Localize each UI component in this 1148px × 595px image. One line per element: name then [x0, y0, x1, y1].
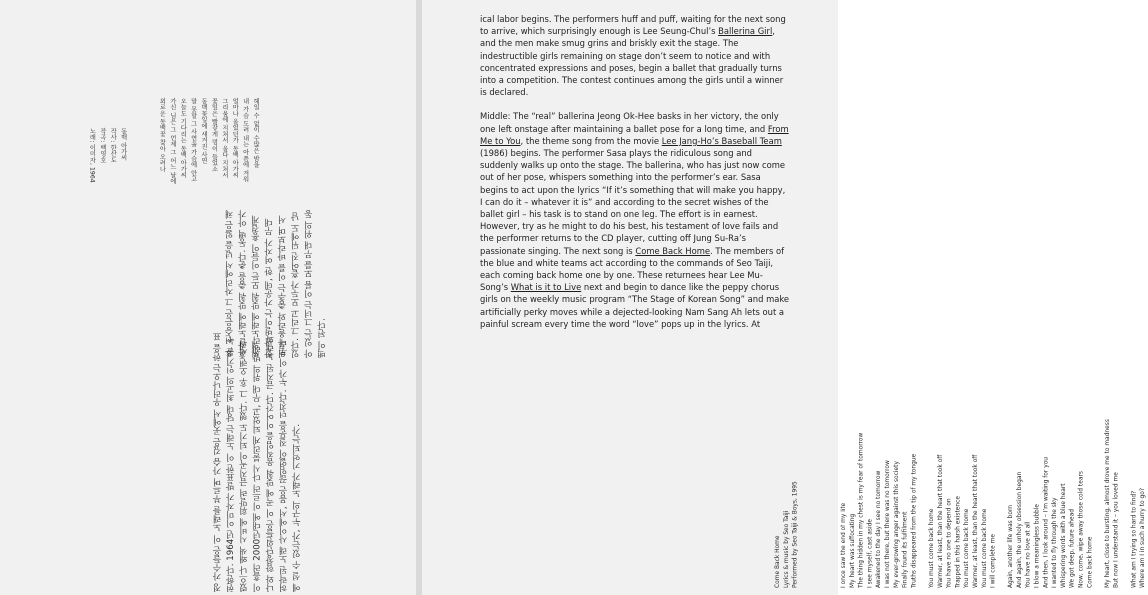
right-page — [422, 0, 1147, 595]
lyric-line: 외로운 동백꽃 찾아 오려나 — [158, 98, 166, 173]
prose-text: (1986) begins. The performer Sasa plays the ridiculous song and suddenly walks up onto the stage. The ballerina, who has just now come out of her pose, whispers something into the performer’s ear. Sasa begins to act upon the lyrics “If it’s something that will make you happy, I can do it – whatever it is” and according to the secret wishes of the ballet girl – his task is to stand on one leg. The effort is in earnest. However, try as he might to do his best, his testament of love fails and the performer returns to the CD player, cutting off Jung Su-Ra’s passionate singing. The next song is — [480, 148, 786, 256]
lyric-line: Finally found its fulfilment — [902, 511, 909, 588]
lyric-line — [1122, 418, 1131, 588]
lyric-line: Trapped in this harsh existence — [955, 495, 962, 588]
prose-text: , and the men make smug grins and briskly exit the stage. The indestructible girls remaining on stage don’t seem to notice and with concentrated expressions and poses, begin a ballet that gradually turns into a competition. The contest continues among the girls until a winner is declared. — [480, 26, 784, 98]
credit-line: Lyrics & music by Seo Taiji — [783, 510, 790, 588]
korean-prose-lower: 정 가수들은 이 노래를 부르며 가슴 깊은 곳에서 우러나오는 한을 표현한다. 1964년 이미자가 발표한 이 노래는 당대 최고의 인기를 누렸으나 왜색 시비에 휘말려 금지곡이 되기도 했다. 그 후 오랜 세월이 흘러 2000년대에 이르러 다시 불리게 되었고, 무대 위의 발레리나와 합창단원들은 이 곡에 맞춰 움직임을 이어간다. 금지된 노래와 허락된 노래 사이에서, 몸은 끊임없이 질문을 던진다. 누가 이 무대에 설 수 있는가, 누구의 노래가 기억되는가. — [213, 332, 303, 592]
credit-line: Come Back Home — [775, 535, 781, 588]
lyric-line — [1095, 418, 1104, 588]
lyric-line: I blow a meaningless bubble — [1034, 503, 1041, 588]
prose-paragraph — [480, 110, 790, 330]
lyric-line: You have no love at all — [1025, 521, 1032, 588]
prose-text: ical labor begins. The performers huff and puff, waiting for the next song to arrive, which surprisingly enough is Lee Seung-Chul’s — [480, 14, 786, 37]
lyric-line: My heart, close to bursting, almost drove me to madness — [1104, 419, 1111, 588]
lyric-line: 꽃잎은 빨갛게 멍이 들었소 — [210, 98, 218, 173]
lyric-line: I will complete me — [990, 534, 997, 588]
lyric-line: I wanted to fly through the sky — [1052, 497, 1059, 588]
lyric-line: 말 못할 그 사연을 가슴에 안고 — [189, 98, 197, 183]
lyric-line: Whispering words with a blue heart — [1060, 483, 1067, 588]
lyric-line: You have no one to depend on — [946, 498, 953, 588]
lyric-line: Truths disappeared from the tip of my tongue — [911, 453, 918, 588]
lyric-line: 동백꽃잎에 새겨진 사연 — [200, 98, 208, 164]
lyric-line — [919, 418, 928, 588]
prose-text: , the theme song from the movie — [520, 135, 662, 146]
lyric-line: 얼마나 울었던가 동백 아가씨 — [231, 98, 239, 179]
lyric-line: 내 가슴 도려 내는 아픔에 겨워 — [241, 98, 249, 183]
song-title-link: Ballerina Girl — [718, 26, 773, 37]
prose-text: next and begin to dance like the peppy chorus girls on the weekly music program “The Stage of Korean Song” and make artificially perky moves while a dejected-looking Nam Sang Ah lets out a painful scream every time the word “love” pops up in the lyrics. At — [480, 282, 790, 329]
lyric-line: Again, another life was born — [1008, 504, 1015, 588]
lyric-line: We got deep, future ahead — [1069, 509, 1076, 588]
english-lyrics — [840, 418, 1148, 588]
lyric-line — [998, 418, 1007, 588]
lyric-line: My ever-growing anger against this society — [893, 461, 900, 588]
movie-title-link: Lee Jang-Ho’s Baseball Team — [661, 135, 782, 146]
lyric-line: My heart was suffocating — [849, 513, 856, 588]
lyric-line: But now I understand it – you loved me — [1113, 472, 1120, 588]
credit-line: Performed by Seo Taiji & Boys, 1995 — [792, 481, 799, 588]
lyric-line: Awakened to the day I see no tomorrow — [876, 470, 883, 588]
prose-paragraph — [480, 13, 790, 98]
lyric-line: And then, I look around – I’m waiting for you — [1043, 456, 1050, 588]
song-title-link: Come Back Home — [635, 245, 711, 256]
lyric-line: Now, come, wipe away those cold tears — [1078, 471, 1085, 588]
lyric-line: You must come back home — [964, 508, 971, 588]
lyric-line: 가신 님은 그 언제 그 어느 날에 — [168, 98, 176, 185]
english-song-credits — [774, 418, 800, 588]
lyric-line: I once saw the end of my life — [841, 502, 847, 588]
english-prose — [480, 13, 790, 342]
song-title-link: What is it to Live — [510, 282, 582, 293]
credit-line: 작곡: 백영호 — [98, 128, 106, 164]
lyric-line: I see myself, cast aside — [867, 519, 874, 588]
lyric-line: 오늘도 기다리는 동백 아가씨 — [179, 98, 187, 179]
lyric-line: What am I trying so hard to find? — [1131, 490, 1138, 588]
lyric-line: 그리움에 지쳐서 울다 지쳐서 — [220, 98, 228, 179]
lyric-line: Warmer, at least, than the heart that took off — [937, 454, 944, 588]
song-title-link: From Me to You — [480, 123, 789, 146]
lyric-line: You must come back home — [928, 508, 935, 588]
lyric-line: I was not there, but there was no tomorrow — [884, 460, 891, 588]
lyric-line: The thing hidden in my chest is my fear of tomorrow — [858, 432, 865, 588]
lyric-line: 헤일 수 없이 수많은 밤을 — [252, 98, 260, 168]
credit-line: 작사: 한산도 — [109, 128, 117, 164]
korean-song-credits — [86, 128, 128, 183]
credit-line: 노래: 이미자, 1964 — [88, 128, 96, 183]
prose-text: . The members of the blue and white teams act according to the commands of Seo Taiji, each coming back home one by one. These returnees hear Lee Mu-Song’s — [480, 245, 785, 293]
lyric-line: And again, the unholy obsession began — [1016, 471, 1023, 588]
prose-text: Middle: The “real” ballerina Jeong Ok-Hee basks in her victory, the only one left onstage after maintaining a ballet pose for a long time, and — [480, 111, 779, 134]
lyric-line: Where am I in such a hurry to go? — [1140, 488, 1147, 588]
lyric-line: You must come back home — [981, 508, 988, 588]
left-page — [0, 0, 416, 595]
lyric-line: Come back home — [1087, 536, 1094, 588]
korean-prose-upper: 요. 신승은은 그 자리에서 넋을 잃은 채 혼자 노래에 맞춰 춤을 춘다. 동백 아가씨의 노래에 맞춰 모든 이들이 흥겹게 한 판 벌이는 가운데, 한 여자가 무대 위로 올라와 춤추는 이를 바라보며 서 있다. 그리고 모두가 흩어진 뒤에도 남아 있는 그녀는 이름 모를 무대 위의 동백이 된다. — [225, 209, 328, 358]
lyric-line: Warmer, at least, than the heart that took off — [972, 454, 979, 588]
credit-line: 동백 아가씨 — [119, 128, 127, 161]
korean-lyrics — [156, 98, 260, 184]
